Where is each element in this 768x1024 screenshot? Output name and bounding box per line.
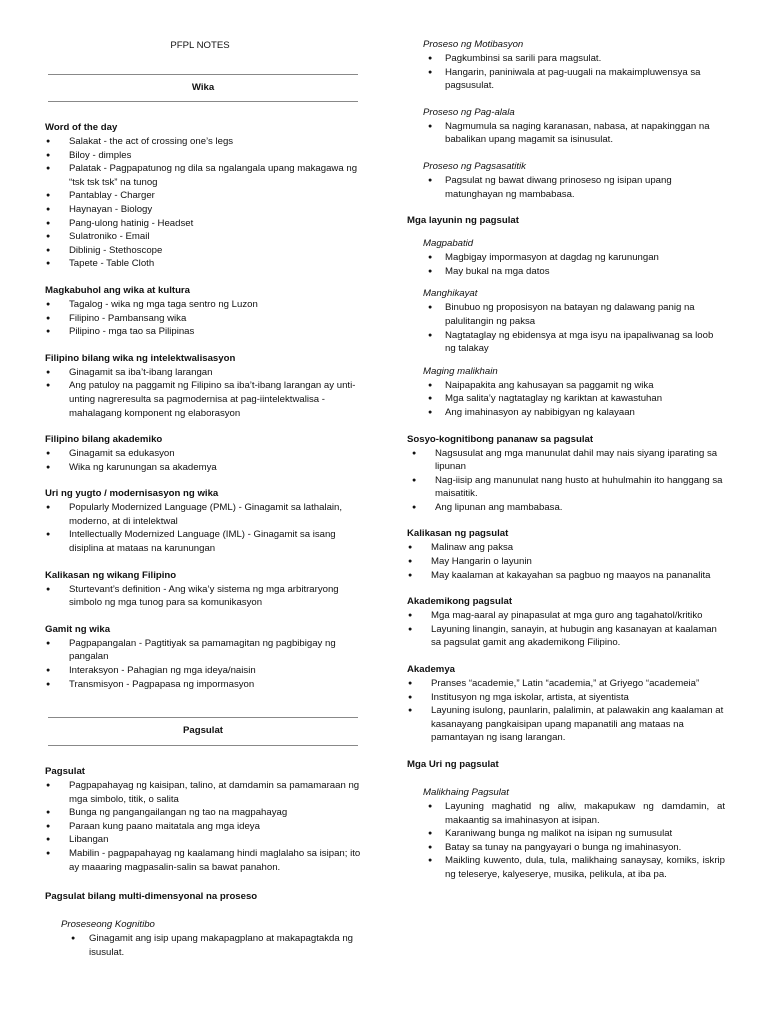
section-heading: Sosyo-kognitibong pananaw sa pagsulat: [407, 433, 594, 445]
page-title: PFPL NOTES: [170, 40, 230, 51]
list-item: ● Institusyon ng mga iskolar, artista, at siyentista: [407, 691, 725, 705]
kalikasan-wika-section: [45, 569, 363, 610]
bullet-list: [45, 135, 363, 271]
section-heading: Pagsulat: [45, 766, 85, 777]
pag-alala-section: [407, 106, 725, 147]
list-item: ● Tagalog - wika ng mga taga sentro ng Luzon: [45, 298, 363, 312]
akademikong-pagsulat-section: [407, 595, 725, 650]
list-item: ● Ang patuloy na paggamit ng Filipino sa iba’t-ibang larangan ay unti-unting nagreresulta sa pagmodernisa at pag-iintelektwalisa - mahalagang komponent ng elaborasyon: [45, 379, 363, 420]
list-item: ● Sulatroniko - Email: [45, 230, 363, 244]
list-item: ● Layuning maghatid ng aliw, makapukaw ng damdamin, at makaantig sa imahinasyon at isipan.: [407, 800, 725, 827]
list-item: ● Intellectually Modernized Language (IML) - Ginagamit sa isang disiplina at mataas na karunungan: [45, 528, 363, 555]
list-item: ● Interaksyon - Pahagian ng mga ideya/naisin: [45, 664, 363, 678]
list-item: ● Layuning isulong, paunlarin, palalimin, at palawakin ang kaalaman at kasanayang pangkaisipan upang mapanatili ang mataas na pamantayan ng isang larangan.: [407, 704, 725, 745]
subsection-heading: Proseso ng Pagsasatitik: [423, 160, 526, 172]
list-item: ● Tapete - Table Cloth: [45, 257, 363, 271]
list-item: ● Pranses “academie,” Latin “academia,” at Griyego “academeia”: [407, 677, 725, 691]
divider: [48, 745, 358, 746]
bullet-list: [407, 120, 725, 147]
bullet-list: [407, 677, 725, 745]
section-header-pagsulat: Pagsulat: [183, 725, 223, 736]
mga-uri-section: [407, 758, 725, 882]
list-item: ● Nagsusulat ang mga manunulat dahil may nais siyang iparating sa lipunan: [411, 447, 725, 474]
section-heading: Akademya: [407, 664, 455, 676]
bullet-list: [45, 447, 363, 474]
list-item: ● May kaalaman at kakayahan sa pagbuo ng maayos na pananalita: [407, 569, 725, 583]
list-item: ● May bukal na mga datos: [407, 265, 725, 279]
list-item: ● Ginagamit ang isip upang makapagplano at makapagtakda ng isusulat.: [45, 932, 363, 959]
list-item: ● Magbigay impormasyon at dagdag ng karunungan: [407, 251, 725, 265]
akademiko-section: [45, 433, 363, 474]
list-item: ● Sturtevant’s definition - Ang wika’y sistema ng mga arbitraryong simbolo ng mga tunog para sa komunikasyon: [45, 583, 363, 610]
list-item: ● Nagmumula sa naging karanasan, nabasa, at napakinggan na babalikan upang magamit sa isinusulat.: [407, 120, 725, 147]
list-item: ● Popularly Modernized Language (PML) - Ginagamit sa lathalain, moderno, at di intelektwal: [45, 501, 363, 528]
section-heading: Kalikasan ng wikang Filipino: [45, 569, 177, 581]
list-item: ● Ang imahinasyon ay nabibigyan ng kalayaan: [407, 406, 725, 420]
akademya-section: [407, 663, 725, 745]
bullet-list: [45, 501, 363, 555]
bullet-list: [45, 932, 363, 959]
multi-dimensyonal-section: [45, 890, 363, 959]
divider: [48, 74, 358, 75]
list-item: ● Pagpapangalan - Pagtitiyak sa pamamagitan ng pagbibigay ng pangalan: [45, 637, 363, 664]
gamit-section: [45, 623, 363, 691]
list-item: ● Nag-iisip ang manunulat nang husto at huhulmahin ito hanggang sa maisatitik.: [411, 474, 725, 501]
bullet-list: [45, 583, 363, 610]
list-item: ● Pantablay - Charger: [45, 189, 363, 203]
list-item: ● Pagpapahayag ng kaisipan, talino, at damdamin sa pamamaraan ng mga simbolo, titik, o salita: [45, 779, 363, 806]
right-column: [407, 38, 725, 895]
list-item: ● Hangarin, paniniwala at pag-uugali na makaimpluwensya sa pagsusulat.: [407, 66, 725, 93]
divider: [48, 717, 358, 718]
list-item: ● Ginagamit sa iba’t-ibang larangan: [45, 366, 363, 380]
bullet-list: [407, 301, 725, 355]
list-item: ● Pagkumbinsi sa sarili para magsulat.: [407, 52, 725, 66]
list-item: ● Transmisyon - Pagpapasa ng impormasyon: [45, 678, 363, 692]
bullet-list: [45, 779, 363, 874]
section-heading: Gamit ng wika: [45, 623, 111, 635]
list-item: ● Batay sa tunay na pangyayari o bunga ng imahinasyon.: [407, 841, 725, 855]
bullet-list: [407, 174, 725, 201]
bullet-list: [45, 298, 363, 339]
list-item: ● Wika ng karunungan sa akademya: [45, 461, 363, 475]
uri-yugto-section: [45, 487, 363, 555]
list-item: ● Malinaw ang paksa: [407, 541, 725, 555]
motibasyon-section: [407, 38, 725, 93]
magkabuhol-section: [45, 284, 363, 339]
subsection-heading: Proseso ng Motibasyon: [423, 39, 524, 50]
list-item: ● Filipino - Pambansang wika: [45, 312, 363, 326]
list-item: ● Ang lipunan ang mambabasa.: [411, 501, 725, 515]
list-item: ● Ginagamit sa edukasyon: [45, 447, 363, 461]
section-heading: Uri ng yugto / modernisasyon ng wika: [45, 488, 219, 500]
list-item: ● Maikling kuwento, dula, tula, malikhaing sanaysay, komiks, iskrip ng teleserye, kalyeserye, musika, pelikula, at iba pa.: [407, 854, 725, 881]
sosyo-kognitibo-section: [407, 433, 725, 515]
list-item: ● Biloy - dimples: [45, 149, 363, 163]
list-item: ● Palatak - Pagpapatunog ng dila sa ngalangala upang makagawa ng “tsk tsk tsk” na tunog: [45, 162, 363, 189]
list-item: ● Salakat - the act of crossing one’s legs: [45, 135, 363, 149]
left-column-top: [45, 121, 363, 704]
list-item: ● Haynayan - Biology: [45, 203, 363, 217]
section-heading: Filipino bilang akademiko: [45, 434, 163, 446]
bullet-list: [407, 379, 725, 420]
list-item: ● Binubuo ng proposisyon na batayan ng dalawang panig na palulitangin ng paksa: [407, 301, 725, 328]
list-item: ● Pagsulat ng bawat diwang prinoseso ng isipan upang matunghayan ng mambabasa.: [407, 174, 725, 201]
word-of-the-day-section: [45, 121, 363, 271]
list-item: ● Nagtataglay ng ebidensya at mga isyu na ipapaliwanag sa loob ng talakay: [407, 329, 725, 356]
section-heading: Mga layunin ng pagsulat: [407, 215, 519, 227]
bullet-list: [45, 366, 363, 420]
subsection-heading: Malikhaing Pagsulat: [423, 787, 509, 798]
subsection-heading: Maging malikhain: [423, 365, 498, 377]
list-item: ● Libangan: [45, 833, 363, 847]
layunin-section: [407, 214, 725, 419]
bullet-list: [45, 637, 363, 691]
list-item: ● Diblinig - Stethoscope: [45, 244, 363, 258]
pagsulat-section: [45, 765, 363, 874]
kalikasan-pagsulat-section: [407, 527, 725, 582]
subsection-heading: Proseso ng Pag-alala: [423, 106, 515, 118]
section-heading: Word of the day: [45, 122, 118, 133]
list-item: ● Paraan kung paano maitatala ang mga ideya: [45, 820, 363, 834]
section-heading: Pagsulat bilang multi-dimensyonal na proseso: [45, 891, 258, 903]
subsection-heading: Manghikayat: [423, 288, 478, 300]
list-item: ● Mabilin - pagpapahayag ng kaalamang hindi maglalaho sa isipan; ito ay maaaring magpasalin-salin sa bawat panahon.: [45, 847, 363, 874]
list-item: ● Layuning linangin, sanayin, at hubugin ang kasanayan at kaalaman sa pagsulat gamit ang akademikong Filipino.: [407, 623, 725, 650]
bullet-list: [407, 609, 725, 650]
left-column-bottom: [45, 765, 363, 972]
subsection-heading: Proseseong Kognitibo: [61, 919, 155, 931]
section-heading: Magkabuhol ang wika at kultura: [45, 284, 190, 296]
divider: [48, 101, 358, 102]
section-heading: Mga Uri ng pagsulat: [407, 759, 499, 770]
pagsasatitik-section: [407, 160, 725, 201]
intelektwalisasyon-section: [45, 352, 363, 420]
list-item: ● Naipapakita ang kahusayan sa paggamit ng wika: [407, 379, 725, 393]
list-item: ● Pang-ulong hatinig - Headset: [45, 217, 363, 231]
section-heading: Filipino bilang wika ng intelektwalisasyon: [45, 352, 236, 364]
bullet-list: [407, 800, 725, 882]
bullet-list: [407, 52, 725, 93]
bullet-list: [407, 541, 725, 582]
list-item: ● May Hangarin o layunin: [407, 555, 725, 569]
list-item: ● Mga mag-aaral ay pinapasulat at mga guro ang tagahatol/kritiko: [407, 609, 725, 623]
section-heading: Akademikong pagsulat: [407, 596, 513, 608]
bullet-list: [407, 447, 725, 515]
list-item: ● Karaniwang bunga ng malikot na isipan ng sumusulat: [407, 827, 725, 841]
subsection-heading: Magpabatid: [423, 238, 474, 250]
list-item: ● Mga salita’y nagtataglay ng kariktan at kawastuhan: [407, 392, 725, 406]
bullet-list: [407, 251, 725, 278]
section-header-wika: Wika: [191, 82, 215, 93]
list-item: ● Pilipino - mga tao sa Pilipinas: [45, 325, 363, 339]
list-item: ● Bunga ng pangangailangan ng tao na magpahayag: [45, 806, 363, 820]
section-heading: Kalikasan ng pagsulat: [407, 528, 509, 540]
